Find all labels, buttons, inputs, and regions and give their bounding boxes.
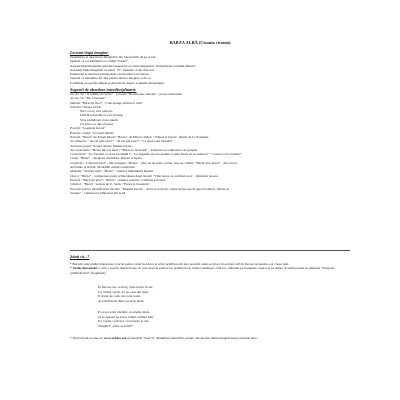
section-image-reading [70, 50, 370, 85]
activity-text: Scrieri despre familia berzei. [92, 143, 133, 148]
footer-rest: și tastați în "Search" denumirea științifică, puteți viziona mai multe imagini despre berzele albe. [126, 336, 258, 340]
section-lines [70, 55, 370, 85]
activity-text: "Barza în zbor"; "Berze" - tehnica picturii; activitate practică. [81, 177, 166, 182]
activity-type: Convorbire: [70, 152, 87, 157]
poem-verse: Iar copiii o privesc cu bucurie și dor, [98, 319, 150, 323]
poem-verse: E dorul de casă, de locul natal, [98, 294, 141, 298]
poem-verse: Al primăverii dulce și drag ideal. [98, 298, 145, 303]
instruction-line: Formulați propoziții simple și dezvoltate despre acțiunile din imagini. [70, 80, 165, 85]
poem-verse: Ea trece prin văzduh, cu aripile mari, [98, 310, 150, 314]
activity-text: "Barza" de Panait Istrati; "Barza", de Mircea Vulpe; "Vulpea și barza", fabula de La Fontaine. [81, 134, 210, 139]
instruction-line: Includeți/lipiți imaginile cu barza "O". Spuneți ce ați observat. [70, 67, 155, 72]
instruction-line: Enumerați și descrieți principalele caracteristici ale barzei. [70, 72, 150, 77]
section-heading: Știați că...? [70, 254, 90, 259]
poem-verse: Și se-așează pe horn, lângă oameni bun, [98, 314, 154, 319]
activity-text: "Barza în zbor", "Cine ajunge primul la cuib" [80, 100, 144, 105]
poet-paragraph [70, 266, 352, 275]
activity-type: Povești: [70, 126, 82, 131]
activity-type: Modelaj: [70, 169, 83, 174]
activity-text: "Berze mici și mari"; "Berze la fereastră" - formarea și compararea de grupuri. [90, 147, 199, 152]
activity-text: "Cuibul berzei" - din crenguțe; "Barza" - din con de brad, carton, bețe de chibrit; "Barză din carton" - din carton. [84, 160, 238, 165]
section-divider [70, 250, 350, 251]
activity-text: "Legenda berzei" [81, 126, 106, 131]
page-title: BARZA ALBĂ (Ciconia ciconia) [169, 40, 231, 45]
activity-text: despre barză: [82, 104, 102, 109]
activity-type: Jurnalul grupei: [70, 143, 93, 148]
instruction-line: Spuneți ce denumire ați ales pentru fiecare imagine și de ce. [70, 76, 152, 81]
poem-verse: În fiecare an, cu drag, vine barza în sat, [98, 285, 154, 289]
activity-type: Activitate practică: [70, 165, 97, 170]
activity-text: "O familie de berze" - povești, "Recunoaște sunetul" - jocuri senzoriale [84, 92, 182, 96]
activity-type: Joc matematic: [70, 147, 91, 152]
section-interdisciplinary [70, 87, 370, 195]
fact-paragraph: * Berzele sunt păsări migratoare care își petrec iarna în Africa și revin primăvara în țara noastră, unde se întorc în același cuib în fiecare an pentru a-și crește puii. [70, 262, 290, 266]
activity-line-continued: broaște" - vizitarea la adăpostul din zonă. [70, 190, 127, 195]
section-lines [70, 92, 370, 195]
poem-stanza-2 [98, 310, 298, 328]
activity-type: Desen: [70, 173, 80, 178]
activity-text: Că iarna s-a dus. (barza) [80, 122, 114, 127]
footer-lead: * Dacă intrați pe site-ul: [70, 336, 104, 340]
activity-type: Joc de rol: [70, 92, 85, 96]
poet-description: a scris o poezie despre berze, în care descrie sosirea lor primăvara în satele românești, cum fac cuiburile pe hornurile caselor și pe stâlpi. Această poezie se numește "Dragoste primăvăratică" (fragment): [70, 266, 335, 275]
activity-type: Povești: [70, 134, 82, 139]
activity-text: Umblă prin bălți cu ciocul lung, [80, 113, 124, 118]
website-link[interactable]: www.arkive.org [103, 336, 127, 340]
activity-text: "Muzeul berzei" - dacă se poate în cadrul lecției sau în parcul natural, "Berze și [120, 186, 229, 191]
activity-type: Colaj: [70, 156, 79, 161]
instruction-line: Denumirea și descrierea imaginilor din fotografiile de pe ecran. [70, 55, 157, 59]
activity-text: "Al cui glas este?"; "Al cui pui este?"; "Ce spun oare berzele?" [87, 139, 174, 144]
activity-type: Joc de rol: [70, 96, 85, 101]
activity-text: "De-a berzele". [84, 96, 107, 101]
footer-note [70, 336, 370, 340]
activity-type: Poveste creată: [70, 130, 92, 135]
poem-verse: Strigând: „bine ai venit!” [98, 323, 134, 328]
activity-type: Cântece: [70, 182, 83, 187]
activity-type: Confecție: [70, 160, 85, 165]
activity-text: Modelăm cuiburi artificiale. [96, 165, 136, 170]
activity-text: "Barza", versuri de U. Seriu; "Barza și broaștele". [82, 182, 151, 187]
activity-type: Ștafetă: [70, 100, 81, 105]
activity-text: Vine primăvara să ne spună, [80, 117, 119, 122]
activity-type: Pictură: [70, 177, 82, 182]
activity-type: Ghicitori [70, 104, 83, 109]
instruction-line: Spuneți ce s-a întâmplat cu cuibul "barzei". [70, 59, 129, 64]
activity-text: "O barză rănită". [91, 130, 115, 135]
poem-verse: La cuibul vechi, de pe casa din deal, [98, 289, 149, 294]
activity-type: Joc didactic: [70, 139, 88, 144]
section-heading: Sugestii de abordare interdisciplinară: [70, 87, 137, 92]
activity-type: Excursii pentru identificarea locului: [70, 186, 121, 191]
poem-stanza-1 [98, 285, 298, 303]
activity-text: "Ouă în cuib"; "Berze" - tehnica frământării lutului. [82, 169, 154, 174]
activity-text: "Barza" - completarea unei schițe/desen după model; "Vine barza cu un fluier nou" - feluritele ușoare. [79, 173, 219, 178]
activity-text: "Berze" - decupare din hârtie, îndoire și lipire. [78, 156, 143, 161]
instruction-line: Așezați/lipiți imaginile aferente/respective pe tabla magnetică. Scrieți/lipiți cuvântul lămurit. [70, 63, 196, 68]
activity-text: Nici cocoș, nici pelican, [80, 109, 113, 114]
section-heading: Lectură după imagini: [70, 50, 109, 55]
activity-text: "Ce folosim ca să ne protejăm?"; "Ce sugestii ați avea pentru a ajuta barza să se vindece?"; "Cum pot fi ocrotite?" [86, 152, 242, 157]
poet-name: * Vasile Alecsandri [70, 266, 98, 271]
section-did-you-know [70, 254, 370, 275]
